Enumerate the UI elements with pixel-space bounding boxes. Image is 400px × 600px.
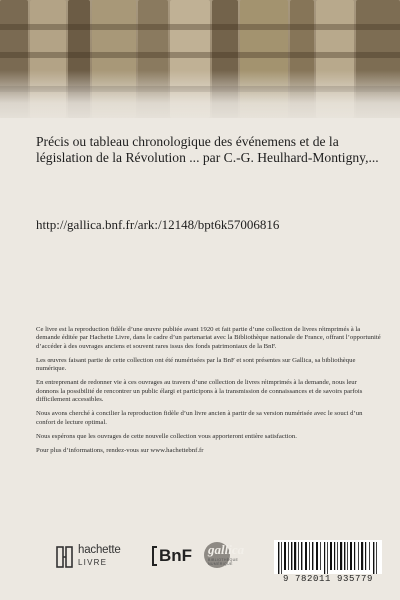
- description-paragraph: Nous espérons que les ouvrages de cette nouvelle collection vous apporteront entière satisfaction.: [36, 432, 297, 440]
- barcode-icon: [274, 540, 382, 574]
- bnf-logo: [152, 544, 198, 568]
- hachette-wordmark: hachette: [78, 544, 121, 556]
- description-paragraph: Les œuvres faisant partie de cette collection ont été numérisées par la BnF et sont présentes sur Gallica, sa bibliothèque numérique.: [36, 356, 356, 373]
- hachette-logo-icon: [56, 546, 74, 568]
- gallica-logo: [204, 542, 264, 572]
- livre-wordmark: LIVRE: [78, 558, 108, 567]
- description-block: [36, 326, 381, 462]
- bnf-logo-icon: [152, 546, 158, 566]
- publisher-footer: [0, 540, 400, 600]
- isbn-number: 9 782011 935779: [282, 574, 373, 584]
- isbn-barcode: [268, 540, 388, 584]
- shelf-fade: [0, 70, 400, 130]
- description-paragraph: Ce livre est la reproduction fidèle d’une œuvre publiée avant 1920 et fait partie d’une collection de livres réimprimés à la demande éditée par Hachette Livre, dans le cadre d’un partenariat avec la Bibliothèque nationale de France, offrant l’opportunité d’accéder à des ouvrages anciens et souvent rares issus des fonds patrimoniaux de la BnF.: [36, 326, 381, 350]
- description-paragraph: Nous avons cherché à concilier la reproduction fidèle d’un livre ancien à partir de sa version numérisée avec le souci d’un confort de lecture optimal.: [36, 410, 363, 426]
- gallica-url[interactable]: http://gallica.bnf.fr/ark:/12148/bpt6k57006816: [36, 217, 280, 232]
- gallica-subtitle: BIBLIOTHÈQUE NUMÉRIQUE: [208, 558, 239, 566]
- hachette-logo: [56, 544, 142, 572]
- bnf-wordmark: BnF: [159, 546, 193, 565]
- book-title: Précis ou tableau chronologique des événemens et de la législation de la Révolution ... par C.-G. Heulhard-Montigny,...: [36, 134, 379, 165]
- description-paragraph: Pour plus d’informations, rendez-vous sur www.hachettebnf.fr: [36, 447, 204, 455]
- gallica-wordmark: gallica: [208, 542, 245, 557]
- description-paragraph: En entreprenant de redonner vie à ces ouvrages au travers d’une collection de livres réimprimés à la demande, nous leur donnons la possibilité de rencontrer un public élargi et participons à la transmission de connaissances et de savoirs parfois difficilement accessibles.: [36, 379, 363, 404]
